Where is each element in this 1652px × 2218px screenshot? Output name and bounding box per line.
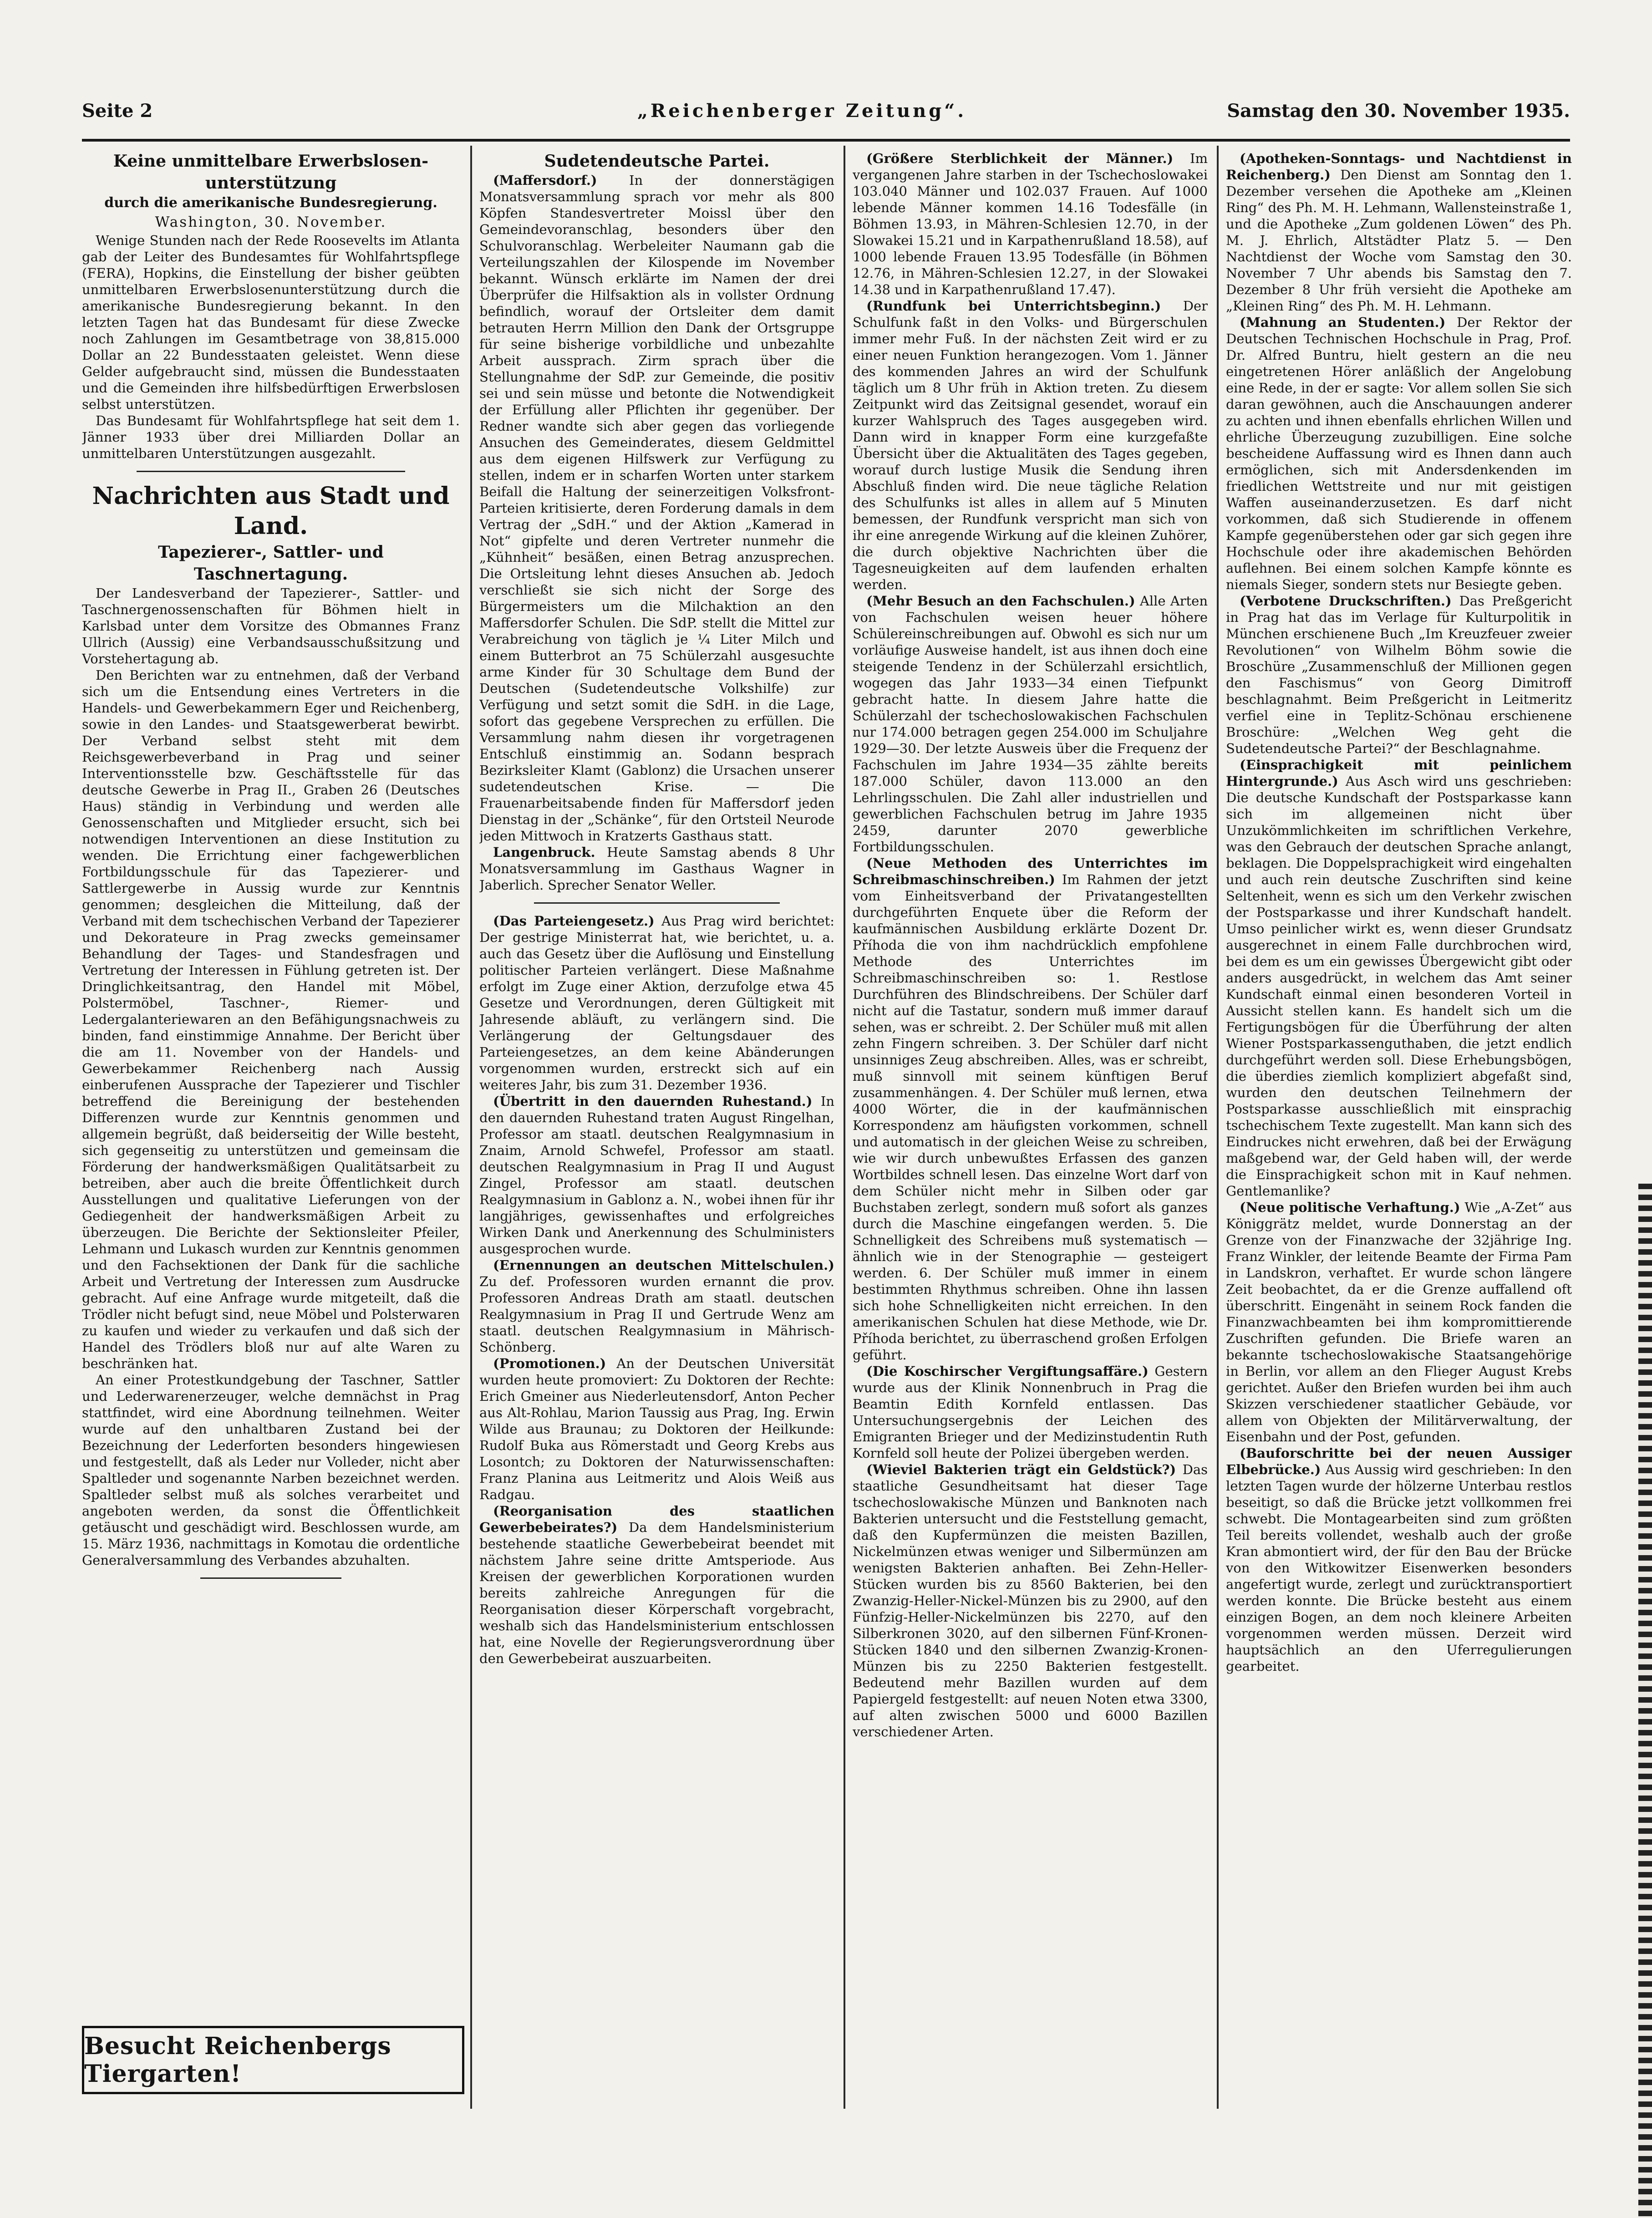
column-2 [479, 150, 834, 2100]
paragraph [479, 172, 834, 844]
column-rule-3 [1217, 146, 1219, 2109]
paragraph [853, 150, 1208, 298]
paragraph-heading: (Mahnung an Studenten.) [1240, 315, 1446, 330]
column-4 [1226, 150, 1572, 2100]
paragraph-heading: (Ernennungen an deutschen Mittelschulen.) [493, 1257, 834, 1273]
paragraph-heading: (Reorganisation des staatlichen Gewerbebeirates?) [479, 1503, 834, 1535]
paragraph [1226, 150, 1572, 314]
paragraph: Den Berichten war zu entnehmen, daß der Verband sich um die Entsendung eines Vertreters in die Handels- und Gewerbekammern Eger und Reichenberg, sowie in den Landes- und Staatsgewerberat bewirbt. Der Verband selbst steht mit dem Reichsgewerbeverband in Prag und seiner Interventionsstelle bzw. Geschäftsstelle für das deutsche Gewerbe in Prag II., Graben 26 (Deutsches Haus) ständig in Verbindung und werden alle Genossenschaften und Mitglieder ersucht, sich bei notwendigen Interventionen an diese Institution zu wenden. Die Errichtung einer fachgewerblichen Fortbildungsschule für das Tapezierer- und Sattlergewerbe in Aussig wurde zur Kenntnis genommen; desgleichen die Mitteilung, daß der Verband mit dem tschechischen Verband der Tapezierer und Dekorateure in Prag zwecks gemeinsamer Behandlung der Tages- und Standesfragen und Vertretung der Interessen in Fühlung getreten ist. Der Dringlichkeitsantrag, den Handel mit Möbel, Polstermöbel, Taschner-, Riemer- und Ledergalanteriewaren an den Befähigungsnachweis zu binden, fand einstimmige Annahme. Der Bericht über die am 11. November von der Handels- und Gewerbekammer Reichenberg nach Aussig einberufenen Aussprache der Tapezierer und Tischler betreffend die Bereinigung der bestehenden Differenzen wurde zur Kenntnis genommen und allgemein begrüßt, daß beiderseitig der Wille besteht, sich gegenseitig zu unterstützen und gemeinsam die Förderung der handwerksmäßigen Qualitätsarbeit zu betreiben, aber auch die breite Öffentlichkeit durch Ausstellungen und qualitative Lieferungen von der Gediegenheit der handwerksmäßigen Arbeit zu überzeugen. Die Berichte der Sektionsleiter Pfeiler, Lehmann und Lukasch wurden zur Kenntnis genommen und den Fachsektionen der Dank für die sachliche Arbeit und Vertretung der Interessen zum Ausdrucke gebracht. Auf eine Anfrage wurde mitgeteilt, daß die Trödler nicht befugt sind, neue Möbel und Polsterwaren zu kaufen und wieder zu verkaufen und daß sich der Handel des Trödlers bloß nur auf alte Waren zu beschränken hat. [82, 667, 460, 1371]
page-edge-bleed [1638, 1184, 1652, 2217]
page-number: Seite 2 [82, 100, 153, 122]
paragraph-heading: (Einsprachigkeit mit peinlichem Hintergrunde.) [1226, 757, 1572, 789]
paragraph-text: Aus Prag wird berichtet: Der gestrige Ministerrat hat, wie berichtet, u. a. auch das Gesetz über die Auflösung und Einstellung politischer Parteien verlängert. Diese Maßnahme erfolgt im Zuge einer Aktion, derzufolge etwa 45 Gesetze und Verordnungen, deren Gültigkeit mit Jahresende abläuft, zu verlängern sind. Die Verlängerung der Geltungsdauer des Parteiengesetzes, an dem keine Abänderungen vorgenommen wurden, erstreckt sich auf ein weiteres Jahr, bis zum 31. Dezember 1936. [479, 913, 834, 1093]
newspaper-title: „Reichenberger Zeitung“. [637, 100, 967, 122]
paragraph [479, 844, 834, 893]
column-rule-1 [470, 146, 472, 2109]
paragraph-heading: (Wieviel Bakterien trägt ein Geldstück?) [866, 1462, 1176, 1477]
paragraph [479, 913, 834, 1093]
paragraph-heading: (Promotionen.) [493, 1356, 606, 1371]
paragraph: Das Bundesamt für Wohlfahrtspflege hat seit dem 1. Jänner 1933 über drei Milliarden Dollar an unmittelbaren Unterstützungen ausgezahlt. [82, 413, 460, 461]
paragraph-text: In der donnerstägigen Monatsversammlung sprach vor mehr als 800 Köpfen Standesvertreter Moissl über den Gemeindevoranschlag, besonders über den Schulvoranschlag. Werbeleiter Naumann gab die Verteilungszahlen der Kilospende im November bekannt. Wünsch erklärte im Namen der drei Überprüfer die Hilfsaktion als in vollster Ordnung befindlich, worauf der Ortsleiter dem damit betrauten Herrn Million den Dank der Ortsgruppe für seine bisherige vorbildliche und unbezahlte Arbeit aussprach. Zirm sprach über die Stellungnahme der SdP. zur Gemeinde, die positiv sei und sein müsse und betonte die Notwendigkeit der Erfüllung aller Pflichten ihr gegenüber. Der Redner wandte sich aber gegen das vorliegende Ansuchen des Gemeinderates, diesem Geldmittel aus dem eigenen Hilfswerk zur Verfügung zu stellen, indem er in scharfen Worten unter starkem Beifall die Haltung der seinerzeitigen Volksfront-Parteien kritisierte, deren Forderung damals in dem Vertrag der „SdH.“ und der Aktion „Kamerad in Not“ gipfelte und deren Vertreter nunmehr die „Kühnheit“ besäßen, einen Betrag anzusprechen. Die Ortsleitung lehnt dieses Ansuchen ab. Jedoch verschließt sie sich nicht der Sorge des Bürgermeisters um die Milchaktion an den Maffersdorfer Schulen. Die SdP. stellt die Mittel zur Verabreichung von täglich je ¼ Liter Milch und einem Butterbrot an 75 Schülerzahl ausgesuchte arme Kinder für 30 Schultage dem Bund der Deutschen (Sudetendeutsche Volkshilfe) zur Verfügung und setzt somit die SdH. in die Lage, sofort das gegebene Versprechen zu erfüllen. Die Versammlung nahm diesen ihr vorgetragenen Entschluß einstimmig an. Sodann besprach Bezirksleiter Klamt (Gablonz) die Ursachen unserer sudetendeutschen Krise. — Die Frauenarbeitsabende finden für Maffersdorf jeden Dienstag in der „Schänke“, für den Ortsteil Neurode jeden Mittwoch in Kratzerts Gasthaus statt. [479, 173, 834, 844]
paragraph [853, 855, 1208, 1363]
paragraph [479, 1257, 834, 1355]
column-3 [853, 150, 1208, 2100]
section-title: Nachrichten aus Stadt und Land. [92, 482, 450, 540]
paragraph [479, 1093, 834, 1257]
paragraph-heading: (Größere Sterblichkeit der Männer.) [866, 151, 1174, 166]
paragraph [1226, 757, 1572, 1199]
paragraph-heading: (Bauforschritte bei der neuen Aussiger Elbebrücke.) [1226, 1445, 1572, 1477]
paragraph-text: Der Rektor der Deutschen Technischen Hochschule in Prag, Prof. Dr. Alfred Buntru, hielt gestern an die neu eingetretenen Hörer anläßlich der Angelobung eine Rede, in der er sagte: Vor allem sollen Sie sich daran gewöhnen, auch die Anschauungen anderer zu achten und ihnen ebenfalls ehrlichen Willen und ehrliche Überzeugung zuzubilligen. Eine solche bescheidene Auffassung wird es Ihnen dann auch ermöglichen, sich mit Andersdenkenden im friedlichen Wettstreite und nur mit geistigen Waffen auseinanderzusetzen. Es darf nicht vorkommen, daß sich Studierende in offenem Kampfe gegenüberstehen oder gar sich gegen ihre Hochschule oder ihre akademischen Behörden auflehnen. Bei einem solchen Kampfe könnte es niemals Sieger, sondern stets nur Besiegte geben. [1226, 315, 1572, 592]
paragraph-heading: (Apotheken-Sonntags- und Nachtdienst in Reichenberg.) [1226, 151, 1572, 183]
paragraph [853, 1461, 1208, 1740]
article-title: Keine unmittelbare Erwerbslosen-unterstützung [113, 152, 429, 193]
paragraph-heading: (Neue politische Verhaftung.) [1240, 1200, 1460, 1215]
paragraph-text: In den dauernden Ruhestand traten August Ringelhan, Professor am staatl. deutschen Realgymnasium in Znaim, Arnold Schwefel, Professor am staatl. deutschen Realgymnasium in Prag II und August Zingel, Professor am staatl. deutschen Realgymnasium in Gablonz a. N., wobei ihnen für ihr langjähriges, gewissenhaftes und erfolgreiches Wirken Dank und Anerkennung des Schulministers ausgesprochen wurde. [479, 1094, 834, 1257]
paragraph [1226, 314, 1572, 593]
paragraph-heading: (Mehr Besuch an den Fachschulen.) [866, 593, 1135, 609]
paragraph [853, 593, 1208, 855]
paragraph-text: Der Schulfunk faßt in den Volks- und Bürgerschulen immer mehr Fuß. In der nächsten Zeit wird er zu einer neuen Funktion herangezogen. Vom 1. Jänner des kommenden Jahres an wird der Schulfunk täglich um 8 Uhr früh in Aktion treten. Zu diesem Zeitpunkt wird das Zeitsignal gesendet, worauf ein kurzer Wahlspruch des Tages ausgegeben wird. Dann wird in knapper Form eine kurzgefaßte Übersicht über die Aktualitäten des Tages gegeben, worauf durch lustige Musik die Sendung ihren Abschluß finden wird. Die neue tägliche Relation des Schulfunks ist alles in allem auf 5 Minuten bemessen, der Rundfunk verspricht man sich von ihr eine anregende Wirkung auf die kleinen Zuhörer, die durch objektive Nachrichten über die Tagesneuigkeiten auf dem laufenden erhalten werden. [853, 298, 1208, 592]
paragraph-text: Heute Samstag abends 8 Uhr Monatsversammlung im Gasthaus Wagner in Jaberlich. Sprecher Senator Weller. [479, 844, 834, 893]
paragraph-text: Gestern wurde aus der Klinik Nonnenbruch in Prag die Beamtin Edith Kornfeld entlassen. Das Untersuchungsergebnis der Leichen des Emigranten Brieger und der Medizinstudentin Ruth Kornfeld soll heute der Polizei übergeben werden. [853, 1363, 1208, 1461]
paragraph [479, 1355, 834, 1503]
column-rule-2 [844, 146, 845, 2109]
advertisement-box: Besucht Reichenbergs Tiergarten! [82, 2026, 464, 2094]
paragraph: Der Landesverband der Tapezierer-, Sattler- und Taschnergenossenschaften für Böhmen hielt in Karlsbad unter dem Vorsitze des Obmannes Franz Ullrich (Aussig) eine Verbandsausschußsitzung und Vorstehertagung ab. [82, 585, 460, 666]
paragraph: An einer Protestkundgebung der Taschner, Sattler und Lederwarenerzeuger, welche demnächst in Prag stattfindet, wird eine Abordnung teilnehmen. Weiter wurde auf den unhaltbaren Zustand bei der Bezeichnung der Lederforten besonders hingewiesen und festgestellt, daß als Leder nur Volleder, nicht aber Spaltleder und sogenannte Narben bezeichnet werden. Spaltleder selbst muß als solches verarbeitet und angeboten werden, da sonst die Öffentlichkeit getäuscht und geschädigt wird. Beschlossen wurde, am 15. März 1936, nachmittags in Komotau die ordentliche Generalversammlung des Verbandes abzuhalten. [82, 1372, 460, 1568]
paragraph [853, 1363, 1208, 1461]
paragraph-text: An der Deutschen Universität wurden heute promoviert: Zu Doktoren der Rechte: Erich Gmeiner aus Niederleutensdorf, Anton Pecher aus Alt-Rohlau, Marion Taussig aus Prag, Ing. Erwin Wilde aus Braunau; zu Doktoren der Heilkunde: Rudolf Buka aus Römerstadt und Georg Krebs aus Losontch; zu Doktoren der Naturwissenschaften: Franz Planina aus Leitmeritz und Alois Weiß aus Radgau. [479, 1356, 834, 1502]
paragraph [853, 298, 1208, 593]
paragraph-heading: Langenbruck. [493, 844, 595, 860]
paragraph-heading: (Maffersdorf.) [493, 173, 597, 188]
paragraph-text: Im vergangenen Jahre starben in der Tschechoslowakei 103.040 Männer und 102.037 Frauen. Auf 1000 lebende Männer kommen 14.16 Todesfälle (in Böhmen 13.93, in Mähren-Schlesien 12.70, in der Slowakei 15.21 und in Karpathenrußland 18.58), auf 1000 lebende Frauen 13.95 Todesfälle (in Böhmen 12.76, in Mähren-Schlesien 12.27, in der Slowakei 14.38 und in Karpathenrußland 17.47). [853, 151, 1208, 297]
paragraph-text: Aus Asch wird uns geschrieben: Die deutsche Kundschaft der Postsparkasse kann sich im allgemeinen nicht über Unzukömmlichkeiten im schriftlichen Verkehre, was den Gebrauch der deutschen Sprache anlangt, beklagen. Die Doppelsprachigkeit wird eingehalten und auch rein deutsche Zuschriften sind keine Seltenheit, wenn es sich um den Verkehr zwischen der Postsparkasse und ihrer Kundschaft handelt. Umso peinlicher wirkt es, wenn dieser Grundsatz ausgerechnet in einem Falle durchbrochen wird, bei dem es um ein gewisses Übergewicht gibt oder anders ausgedrückt, in welchem das Amt seiner Kundschaft einmal einen besonderen Vorteil in Aussicht stellen kann. Es handelt sich um die Fertigungsbögen für die Überführung der alten Wiener Postsparkassenguthaben, die jetzt endlich durchgeführt werden soll. Diese Erhebungsbögen, die überdies ziemlich kompliziert abgefaßt sind, wurden den deutschen Teilnehmern der Postsparkasse ausschließlich mit einsprachig tschechischem Texte zugestellt. Man kann sich des Eindruckes nicht erwehren, daß bei der Erwägung maßgebend war, der Geld haben will, der werde die Einsprachigkeit schon mit in Kauf nehmen. Gentlemanlike? [1226, 773, 1572, 1199]
paragraph-text: Im Rahmen der jetzt vom Einheitsverband der Privatangestellten durchgeführten Enquete über die Reform der kaufmännischen Ausbildung erklärte Dozent Dr. Příhoda die von ihm nachdrücklich empfohlene Methode des Unterrichtes im Schreibmaschinschreiben so: 1. Restlose Durchführen des Blindschreibens. Der Schüler darf nicht auf die Tastatur, sondern muß immer darauf sehen, was er schreibt. 2. Der Schüler muß mit allen zehn Fingern schreiben. 3. Der Schüler darf nicht unsinniges Zeug abschreiben. Alles, was er schreibt, muß sinnvoll mit seinem künftigen Beruf zusammenhängen. 4. Der Schüler muß lernen, etwa 4000 Wörter, die in der kaufmännischen Korrespondenz am häufigsten vorkommen, schnell und automatisch in der gleichen Weise zu schreiben, wie wir durch unbewußtes Erfassen des ganzen Wortbildes schnell lesen. Das einzelne Wort darf von dem Schüler nicht mehr in Silben oder gar Buchstaben zerlegt, sondern muß sofort als ganzes durch die Maschine eingefangen werden. 5. Die Schnelligkeit des Schreibens muß systematisch — ähnlich wie in der Stenographie — gesteigert werden. 6. Der Schüler muß immer in einem bestimmten Rhythmus schreiben. Ohne ihn lassen sich hohe Schnelligkeiten nicht erreichen. In den amerikanischen Schulen hat diese Methode, wie Dr. Příhoda berichtet, zu überraschend großen Erfolgen geführt. [853, 872, 1208, 1363]
paragraph-heading: (Die Koschirscher Vergiftungsaffäre.) [866, 1363, 1149, 1379]
paragraph [1226, 593, 1572, 757]
column-1 [82, 150, 460, 2018]
paragraph [479, 1503, 834, 1667]
paragraph-heading: (Übertritt in den dauernden Ruhestand.) [493, 1094, 813, 1109]
separator [137, 471, 405, 472]
separator [534, 902, 780, 904]
separator [200, 1577, 341, 1579]
paragraph-text: Das Preßgericht in Prag hat das im Verlage für Kulturpolitik in München erschienene Buch „Im Kreuzfeuer zweier Revolutionen“ von Wilhelm Böhm sowie die Broschüre „Zusammenschluß der Millionen gegen den Faschismus“ von Georg Dimitroff beschlagnahmt. Beim Preßgericht in Leitmeritz verfiel eine in Teplitz-Schönau erschienene Broschüre: „Welchen Weg geht die Sudetendeutsche Partei?“ der Beschlagnahme. [1226, 593, 1572, 756]
paragraph-heading: (Neue Methoden des Unterrichtes im Schreibmaschinschreiben.) [853, 855, 1208, 887]
paragraph-text: Den Dienst am Sonntag den 1. Dezember versehen die Apotheke am „Kleinen Ring“ des Ph. M. H. Lehmann, Wallensteinstraße 1, und die Apotheke „Zum goldenen Löwen“ des Ph. M. J. Ehrlich, Altstädter Platz 5. — Den Nachtdienst der Woche vom Samstag den 30. November 7 Uhr abends bis Samstag den 7. Dezember 8 Uhr früh versieht die Apotheke am „Kleinen Ring“ des Ph. M. H. Lehmann. [1226, 167, 1572, 314]
paragraph [1226, 1445, 1572, 1674]
dateline: Washington, 30. November. [155, 214, 387, 230]
paragraph-text: Alle Arten von Fachschulen weisen heuer höhere Schülereinschreibungen auf. Obwohl es sich nur um vorläufige Ausweise handelt, ist aus ihnen doch eine steigende Tendenz in der Schülerzahl ersichtlich, wogegen das Jahr 1933—34 einen Tiefpunkt gebracht hatte. In diesem Jahre hatte die Schülerzahl der tschechoslowakischen Fachschulen nur 174.000 betragen gegen 254.000 im Schuljahre 1929—30. Der letzte Ausweis über die Frequenz der Fachschulen im Jahre 1934—35 zählte bereits 187.000 Schüler, davon 113.000 an den Lehrlingsschulen. Die Zahl aller industriellen und gewerblichen Fachschulen betrug im Jahre 1935 2459, darunter 2070 gewerbliche Fortbildungsschulen. [853, 593, 1208, 855]
paragraph-text: Aus Aussig wird geschrieben: In den letzten Tagen wurde der hölzerne Unterbau restlos beseitigt, so daß die Brücke jetzt vollkommen frei schwebt. Die Montagearbeiten sind zum größten Teil bereits vollendet, weshalb auch der große Kran abmontiert wird, der für den Bau der Brücke von den Witkowitzer Eisenwerken besonders angefertigt wurde, zerlegt und zurücktransportiert werden konnte. Die Brücke besteht aus einem einzigen Bogen, an dem noch kleinere Arbeiten vorgenommen werden müssen. Derzeit wird hauptsächlich an den Uferregulierungen gearbeitet. [1226, 1462, 1572, 1674]
header-rule [82, 139, 1570, 142]
paragraph-heading: (Rundfunk bei Unterrichtsbeginn.) [866, 298, 1161, 314]
paragraph-text: Wie „A-Zet“ aus Königgrätz meldet, wurde Donnerstag an der Grenze von der Finanzwache der 32jährige Ing. Franz Winkler, der leitende Beamte der Firma Pam in Landskron, verhaftet. Er wurde schon längere Zeit beobachtet, da er die Grenze auffallend oft überschritt. Eingenäht in seinem Rock fanden die Finanzwachbeamten bei ihm kompromittierende Zuschriften gefunden. Die Briefe waren an bekannte tschechoslowakische Staatsangehörige in Berlin, vor allem an den Flieger August Krebs gerichtet. Außer den Briefen wurden bei ihm auch Skizzen verschiedener staatlicher Gebäude, vor allem von Objekten der Militärverwaltung, der Eisenbahn und der Post, gefunden. [1226, 1200, 1572, 1445]
article-title: Tapezierer-, Sattler- und Taschnertagung. [158, 543, 384, 584]
paragraph [1226, 1199, 1572, 1445]
paragraph-text: Zu def. Professoren wurden ernannt die prov. Professoren Andreas Drath am staatl. deutschen Realgymnasium in Prag II und Gertrude Wenz am staatl. deutschen Realgymnasium in Mährisch-Schönberg. [479, 1274, 834, 1355]
issue-date: Samstag den 30. November 1935. [1227, 100, 1570, 122]
paragraph-heading: (Verbotene Druckschriften.) [1240, 593, 1452, 609]
article-title: Sudetendeutsche Partei. [544, 152, 770, 171]
paragraph-text: Da dem Handelsministerium bestehende staatliche Gewerbebeirat beendet mit nächstem Jahre seine dritte Amtsperiode. Aus Kreisen der gewerblichen Korporationen wurden bereits zahlreiche Anregungen für die Reorganisation dieser Körperschaft vorgebracht, weshalb sich das Handelsministerium entschlossen hat, eine Novelle der Regierungsverordnung über den Gewerbebeirat auszuarbeiten. [479, 1520, 834, 1666]
paragraph-text: Das staatliche Gesundheitsamt hat dieser Tage tschechoslowakische Münzen und Banknoten nach Bakterien untersucht und die Feststellung gemacht, daß den Kupfermünzen die meisten Bazillen, Nickelmünzen etwas weniger und Silbermünzen am wenigsten Bakterien anhaften. Bei Zehn-Heller-Stücken wurden bis zu 8560 Bakterien, bei den Zwanzig-Heller-Nickel-Münzen bis zu 2900, auf den Fünfzig-Heller-Nickelmünzen bis 2270, auf den Silberkronen 3020, auf den silbernen Fünf-Kronen-Stücken 1840 und den silbernen Zwanzig-Kronen-Münzen bis zu 2250 Bakterien festgestellt. Bedeutend mehr Bazillen wurden auf dem Papiergeld festgestellt: auf neuen Noten etwa 3300, auf alten zwischen 5000 und 6000 Bazillen verschiedener Arten. [853, 1462, 1208, 1740]
paragraph-heading: (Das Parteiengesetz.) [493, 913, 655, 929]
article-subtitle: durch die amerikanische Bundesregierung. [104, 195, 437, 211]
paragraph: Wenige Stunden nach der Rede Roosevelts im Atlanta gab der Leiter des Bundesamtes für Wohlfahrtspflege (FERA), Hopkins, die Einstellung der bisher geübten unmittelbaren Erwerbslosenunterstützung durch die amerikanische Bundesregierung bekannt. In den letzten Tagen hat das Bundesamt für diese Zwecke noch Zahlungen im Gesamtbetrage von 38,815.000 Dollar an 22 Bundesstaaten geleistet. Wenn diese Gelder aufgebraucht sind, müssen die Bundesstaaten und die Gemeinden ihre hilfsbedürftigen Erwerbslosen selbst unterstützen. [82, 233, 460, 412]
